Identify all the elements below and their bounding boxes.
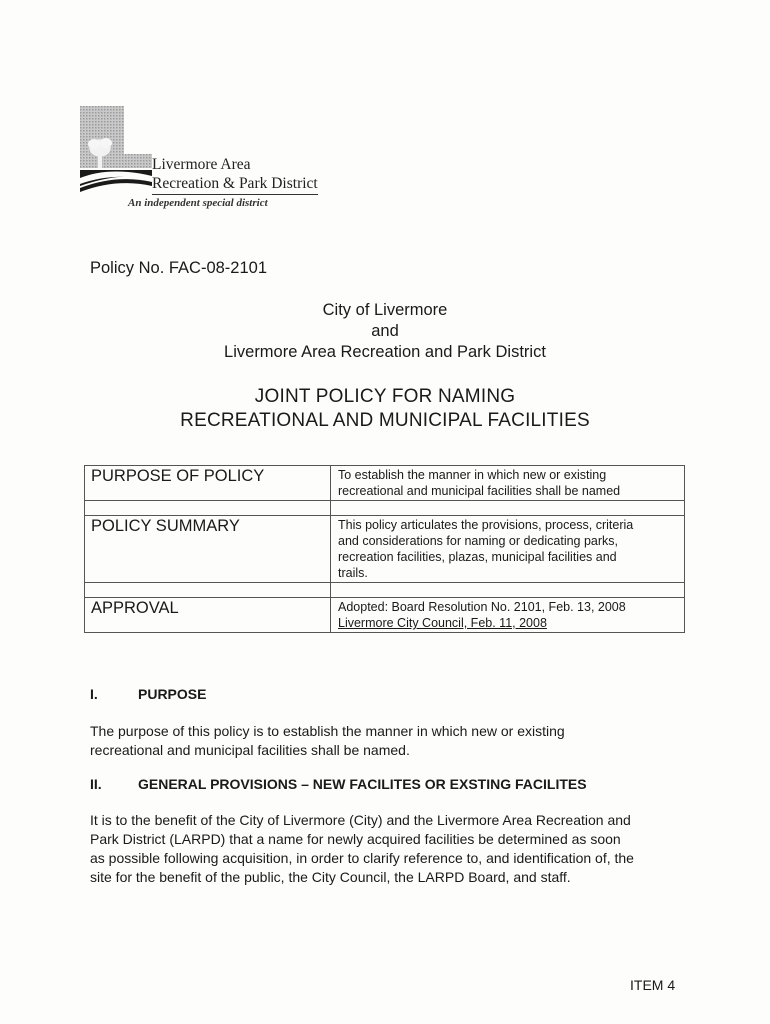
value-line: recreational and municipal facilities shall be named xyxy=(338,484,621,498)
document-header xyxy=(0,300,770,363)
logo-name-line1: Livermore Area xyxy=(152,156,251,173)
logo-tagline: An independent special district xyxy=(128,197,268,209)
section-heading-purpose xyxy=(90,686,206,702)
item-number: ITEM 4 xyxy=(630,977,676,993)
header-line-2: and xyxy=(371,322,399,340)
section-number: I. xyxy=(90,686,98,702)
value-line: trails. xyxy=(338,566,368,580)
policy-info-table xyxy=(84,465,685,633)
paragraph-line: Park District (LARPD) that a name for newly acquired facilities be determined as soon xyxy=(90,831,621,847)
paragraph-line: site for the benefit of the public, the City Council, the LARPD Board, and staff. xyxy=(90,869,571,885)
value-line: This policy articulates the provisions, process, criteria xyxy=(338,518,634,532)
paragraph-line: recreational and municipal facilities shall be named. xyxy=(90,742,410,758)
value-line: Adopted: Board Resolution No. 2101, Feb. 13, 2008 xyxy=(338,600,626,614)
section-number: II. xyxy=(90,776,102,792)
header-line-1: City of Livermore xyxy=(322,301,448,319)
section-heading-general-provisions xyxy=(90,776,587,792)
row-value xyxy=(331,466,685,501)
document-title xyxy=(0,385,770,433)
table-row xyxy=(85,466,685,501)
title-line-2: RECREATIONAL AND MUNICIPAL FACILITIES xyxy=(180,410,590,431)
policy-number: Policy No. FAC-08-2101 xyxy=(90,259,267,277)
row-value xyxy=(331,516,685,583)
value-line: and considerations for naming or dedicating parks, xyxy=(338,534,619,548)
section-body-purpose xyxy=(90,722,565,760)
row-label: PURPOSE OF POLICY xyxy=(85,466,331,501)
tree-landscape-icon xyxy=(80,106,152,196)
table-spacer xyxy=(85,501,685,516)
paragraph-line: as possible following acquisition, in order to clarify reference to, and identification of, the xyxy=(90,850,634,866)
value-line: To establish the manner in which new or existing xyxy=(338,468,607,482)
table-row xyxy=(85,598,685,633)
table-row xyxy=(85,516,685,583)
section-title: GENERAL PROVISIONS – NEW FACILITES OR EXSTING FACILITES xyxy=(138,776,587,792)
section-body-general-provisions xyxy=(90,811,634,887)
value-line: recreation facilities, plazas, municipal facilities and xyxy=(338,550,617,564)
title-line-1: JOINT POLICY FOR NAMING xyxy=(254,386,516,407)
row-label: APPROVAL xyxy=(85,598,331,633)
section-title: PURPOSE xyxy=(138,686,207,702)
paragraph-line: The purpose of this policy is to establish the manner in which new or existing xyxy=(90,723,565,739)
table-spacer xyxy=(85,583,685,598)
value-line: Livermore City Council, Feb. 11, 2008 xyxy=(338,616,547,630)
row-value xyxy=(331,598,685,633)
paragraph-line: It is to the benefit of the City of Livermore (City) and the Livermore Area Recreation and xyxy=(90,812,631,828)
header-line-3: Livermore Area Recreation and Park District xyxy=(224,343,546,361)
logo-name-line2: Recreation & Park District xyxy=(152,175,318,195)
district-logo xyxy=(80,106,370,216)
row-label: POLICY SUMMARY xyxy=(85,516,331,583)
